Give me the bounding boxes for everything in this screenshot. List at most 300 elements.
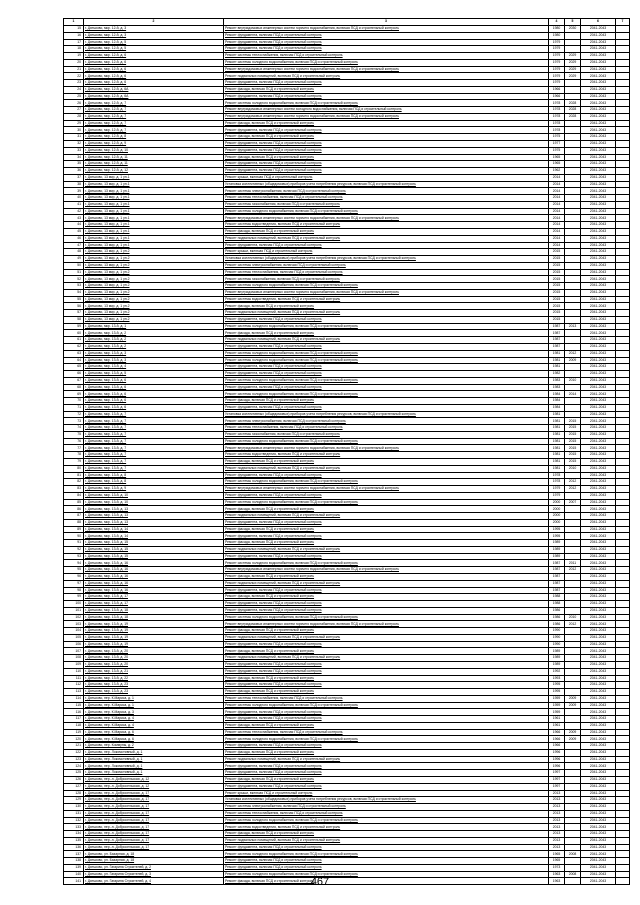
work-type-cell: Ремонт системы холодного водоснабжения, включая ПСД и строительный контроль	[224, 614, 549, 621]
extra-cell	[616, 276, 630, 283]
table-row	[64, 634, 630, 641]
last-repair-year-cell	[565, 513, 581, 520]
table-row	[64, 222, 630, 229]
address-cell: г. Дятьково, мкр. 12-й, д. 6А	[84, 86, 224, 93]
work-type-cell: Ремонт системы газоснабжения, включая ПСД и строительный контроль	[224, 431, 549, 438]
row-number-cell: 31	[64, 134, 84, 141]
last-repair-year-cell: 2029	[565, 53, 581, 60]
header-col-6: 6	[581, 19, 616, 26]
year-built-cell: 1978	[549, 107, 565, 114]
extra-cell	[616, 107, 630, 114]
year-built-cell: 2014	[549, 201, 565, 208]
row-number-cell: 88	[64, 519, 84, 526]
planned-period-cell: 2041-2043	[581, 722, 616, 729]
extra-cell	[616, 411, 630, 418]
row-number-cell: 111	[64, 675, 84, 682]
work-type-cell: Ремонт системы электроснабжения, включая ПСД и строительный контроль	[224, 262, 549, 269]
row-number-cell: 126	[64, 776, 84, 783]
last-repair-year-cell	[565, 276, 581, 283]
row-number-cell: 45	[64, 228, 84, 235]
extra-cell	[616, 797, 630, 804]
row-number-cell: 62	[64, 343, 84, 350]
year-built-cell: 1978	[549, 100, 565, 107]
last-repair-year-cell	[565, 228, 581, 235]
year-built-cell: 1983	[549, 384, 565, 391]
year-built-cell: 1966	[549, 743, 565, 750]
row-number-cell: 135	[64, 837, 84, 844]
year-built-cell: 1988	[549, 594, 565, 601]
planned-period-cell: 2041-2043	[581, 26, 616, 33]
extra-cell	[616, 53, 630, 60]
row-number-cell: 28	[64, 113, 84, 120]
row-number-cell: 64	[64, 357, 84, 364]
table-row	[64, 66, 630, 73]
year-built-cell: 1959	[549, 695, 565, 702]
address-cell: г. Дятьково, 13 мкр, д. 1 ун.2	[84, 289, 224, 296]
last-repair-year-cell: 2012	[565, 567, 581, 574]
row-number-cell: 98	[64, 587, 84, 594]
extra-cell	[616, 831, 630, 838]
year-built-cell: 1978	[549, 113, 565, 120]
year-built-cell: 2013	[549, 831, 565, 838]
year-built-cell: 2013	[549, 824, 565, 831]
year-built-cell: 1987	[549, 343, 565, 350]
address-cell: г. Дятьково, мкр. 13-й, д. 19	[84, 628, 224, 635]
year-built-cell: 1961	[549, 716, 565, 723]
table-row	[64, 80, 630, 87]
planned-period-cell: 2041-2043	[581, 628, 616, 635]
year-built-cell: 1966	[549, 93, 565, 100]
address-cell: г. Дятьково, мкр. 13-й, д. 22	[84, 675, 224, 682]
planned-period-cell: 2041-2043	[581, 763, 616, 770]
year-built-cell: 1981	[549, 452, 565, 459]
planned-period-cell: 2041-2043	[581, 168, 616, 175]
last-repair-year-cell	[565, 709, 581, 716]
address-cell: г. Дятьково, мкр. 12-й, д. 10	[84, 147, 224, 154]
year-built-cell: 1987	[549, 330, 565, 337]
table-row	[64, 364, 630, 371]
row-number-cell: 112	[64, 682, 84, 689]
last-repair-year-cell	[565, 648, 581, 655]
row-number-cell: 71	[64, 404, 84, 411]
address-cell: г. Дятьково, пер.-п. Добросельская, д. 17	[84, 797, 224, 804]
work-type-cell: Ремонт внутридомовых инженерных систем горячего водоснабжения, включая ПСД и строительный контроль	[224, 621, 549, 628]
address-cell: г. Дятьково, мкр. 13-й, д. 18	[84, 607, 224, 614]
work-type-cell: Ремонт внутридомовых инженерных систем горячего водоснабжения, включая ПСД и строительный контроль	[224, 66, 549, 73]
work-type-cell: Ремонт системы теплоснабжения, включая ПСД и строительный контроль	[224, 425, 549, 432]
year-built-cell: 2000	[549, 519, 565, 526]
work-type-cell: Ремонт подвальных помещений, включая ПСД и строительный контроль	[224, 337, 549, 344]
work-type-cell: Ремонт внутридомовых инженерных систем горячего водоснабжения, включая ПСД и строительный контроль	[224, 289, 549, 296]
extra-cell	[616, 817, 630, 824]
table-row	[64, 154, 630, 161]
planned-period-cell: 2041-2043	[581, 817, 616, 824]
planned-period-cell: 2041-2043	[581, 445, 616, 452]
table-row	[64, 594, 630, 601]
address-cell: г. Дятьково, мкр. 13-й, д. 8	[84, 479, 224, 486]
extra-cell	[616, 32, 630, 39]
planned-period-cell: 2041-2043	[581, 249, 616, 256]
last-repair-year-cell	[565, 540, 581, 547]
row-number-cell: 130	[64, 804, 84, 811]
table-row	[64, 208, 630, 215]
last-repair-year-cell	[565, 641, 581, 648]
year-built-cell: 1965	[549, 858, 565, 865]
table-row	[64, 689, 630, 696]
planned-period-cell: 2041-2043	[581, 141, 616, 148]
address-cell: г. Дятьково, пер.-п. Добросельская, д. 17	[84, 831, 224, 838]
address-cell: г. Дятьково, мкр. 12-й, д. 6	[84, 73, 224, 80]
last-repair-year-cell	[565, 168, 581, 175]
extra-cell	[616, 113, 630, 120]
extra-cell	[616, 743, 630, 750]
work-type-cell: Ремонт системы холодного водоснабжения, включая ПСД и строительный контроль	[224, 851, 549, 858]
address-cell: г. Дятьково, пер. Локомотивный, д. 1	[84, 763, 224, 770]
table-row	[64, 141, 630, 148]
planned-period-cell: 2041-2043	[581, 668, 616, 675]
planned-period-cell: 2041-2043	[581, 113, 616, 120]
address-cell: г. Дятьково, мкр. 13-й, д. 7	[84, 438, 224, 445]
work-type-cell: Ремонт фундамента, включая ПСД и строительный контроль	[224, 783, 549, 790]
address-cell: г. Дятьково, мкр. 12-й, д. 7	[84, 107, 224, 114]
address-cell: г. Дятьково, 13 мкр, д. 1 ун.1	[84, 235, 224, 242]
year-built-cell: 1984	[549, 398, 565, 405]
address-cell: г. Дятьково, мкр. 13-й, д. 14	[84, 533, 224, 540]
extra-cell	[616, 702, 630, 709]
last-repair-year-cell: 2013	[565, 323, 581, 330]
table-row	[64, 201, 630, 208]
address-cell: г. Дятьково, 13 мкр, д. 1 ун.1	[84, 215, 224, 222]
year-built-cell: 1989	[549, 648, 565, 655]
table-row	[64, 174, 630, 181]
work-type-cell: Ремонт фундамента, включая ПСД и строительный контроль	[224, 371, 549, 378]
work-type-cell: Установка коллективных (общедомовых) приборов учета потребления ресурсов, включая ПСД и строительный контроль	[224, 411, 549, 418]
table-row	[64, 242, 630, 249]
work-type-cell: Ремонт фундамента, включая ПСД и строительный контроль	[224, 46, 549, 53]
year-built-cell: 1979	[549, 492, 565, 499]
planned-period-cell: 2041-2043	[581, 46, 616, 53]
row-number-cell: 91	[64, 540, 84, 547]
row-number-cell: 133	[64, 824, 84, 831]
extra-cell	[616, 371, 630, 378]
table-row	[64, 533, 630, 540]
year-built-cell: 2013	[549, 790, 565, 797]
row-number-cell: 69	[64, 391, 84, 398]
planned-period-cell: 2041-2043	[581, 53, 616, 60]
table-row	[64, 492, 630, 499]
extra-cell	[616, 655, 630, 662]
planned-period-cell: 2041-2043	[581, 783, 616, 790]
table-row	[64, 418, 630, 425]
extra-cell	[616, 215, 630, 222]
table-row	[64, 262, 630, 269]
address-cell: г. Дятьково, мкр. 13-й, д. 3	[84, 350, 224, 357]
extra-cell	[616, 80, 630, 87]
address-cell: г. Дятьково, 13 мкр, д. 1 ун.2	[84, 269, 224, 276]
work-type-cell: Ремонт подвальных помещений, включая ПСД и строительный контроль	[224, 756, 549, 763]
year-built-cell: 1977	[549, 141, 565, 148]
year-built-cell: 1987	[549, 337, 565, 344]
address-cell: г. Дятьково, мкр. 13-й, д. 19	[84, 641, 224, 648]
year-built-cell: 2013	[549, 844, 565, 851]
work-type-cell: Ремонт системы газоснабжения, включая ПСД и строительный контроль	[224, 201, 549, 208]
work-type-cell: Ремонт фасада, включая ПСД и строительный контроль	[224, 574, 549, 581]
extra-cell	[616, 513, 630, 520]
planned-period-cell: 2041-2043	[581, 790, 616, 797]
extra-cell	[616, 864, 630, 871]
planned-period-cell: 2041-2043	[581, 235, 616, 242]
year-built-cell: 2015	[549, 316, 565, 323]
planned-period-cell: 2041-2043	[581, 871, 616, 878]
address-cell: г. Дятьково, мкр. 13-й, д. 17	[84, 601, 224, 608]
work-type-cell: Ремонт системы электроснабжения, включая ПСД и строительный контроль	[224, 418, 549, 425]
year-built-cell: 1996	[549, 763, 565, 770]
last-repair-year-cell: 2009	[565, 702, 581, 709]
planned-period-cell: 2041-2043	[581, 607, 616, 614]
table-row	[64, 215, 630, 222]
row-number-cell: 93	[64, 553, 84, 560]
planned-period-cell: 2041-2043	[581, 256, 616, 263]
work-type-cell: Ремонт системы холодного водоснабжения, включая ПСД и строительный контроль	[224, 702, 549, 709]
table-row	[64, 168, 630, 175]
last-repair-year-cell: 2028	[565, 107, 581, 114]
last-repair-year-cell: 2015	[565, 452, 581, 459]
extra-cell	[616, 208, 630, 215]
table-row	[64, 459, 630, 466]
extra-cell	[616, 141, 630, 148]
address-cell: г. Дятьково, мкр. 13-й, д. 17	[84, 594, 224, 601]
year-built-cell: 2015	[549, 303, 565, 310]
year-built-cell: 1981	[549, 445, 565, 452]
planned-period-cell: 2041-2043	[581, 66, 616, 73]
row-number-cell: 97	[64, 580, 84, 587]
row-number-cell: 92	[64, 546, 84, 553]
row-number-cell: 23	[64, 80, 84, 87]
planned-period-cell: 2041-2043	[581, 472, 616, 479]
row-number-cell: 86	[64, 506, 84, 513]
address-cell: г. Дятьково, мкр. 13-й, д. 2	[84, 337, 224, 344]
table-row	[64, 398, 630, 405]
last-repair-year-cell: 2009	[565, 695, 581, 702]
row-number-cell: 125	[64, 770, 84, 777]
last-repair-year-cell	[565, 689, 581, 696]
planned-period-cell: 2041-2043	[581, 371, 616, 378]
row-number-cell: 30	[64, 127, 84, 134]
extra-cell	[616, 26, 630, 33]
year-built-cell: 1978	[549, 127, 565, 134]
table-row	[64, 46, 630, 53]
extra-cell	[616, 418, 630, 425]
extra-cell	[616, 127, 630, 134]
row-number-cell: 109	[64, 661, 84, 668]
address-cell: г. Дятьково, мкр. 12-й, д. 6	[84, 66, 224, 73]
address-cell: г. Дятьково, мкр. 13-й, д. 1	[84, 323, 224, 330]
extra-cell	[616, 73, 630, 80]
table-row	[64, 776, 630, 783]
row-number-cell: 101	[64, 607, 84, 614]
table-row	[64, 560, 630, 567]
row-number-cell: 73	[64, 418, 84, 425]
work-type-cell: Ремонт фасада, включая ПСД и строительный контроль	[224, 303, 549, 310]
planned-period-cell: 2041-2043	[581, 824, 616, 831]
work-type-cell: Ремонт крыши, включая ПСД и строительный контроль	[224, 790, 549, 797]
planned-period-cell: 2041-2043	[581, 486, 616, 493]
row-number-cell: 16	[64, 32, 84, 39]
year-built-cell: 1979	[549, 39, 565, 46]
last-repair-year-cell	[565, 310, 581, 317]
planned-period-cell: 2041-2043	[581, 201, 616, 208]
row-number-cell: 118	[64, 722, 84, 729]
work-type-cell: Ремонт фундамента, включая ПСД и строительный контроль	[224, 682, 549, 689]
work-type-cell: Ремонт внутридомовых инженерных систем горячего водоснабжения, включая ПСД и строительный контроль	[224, 486, 549, 493]
work-type-cell: Ремонт фундамента, включая ПСД и строительный контроль	[224, 472, 549, 479]
extra-cell	[616, 776, 630, 783]
last-repair-year-cell	[565, 864, 581, 871]
year-built-cell: 1995	[549, 682, 565, 689]
address-cell: г. Дятьково, 13 мкр, д. 1 ун.2	[84, 256, 224, 263]
table-row	[64, 486, 630, 493]
planned-period-cell: 2041-2043	[581, 418, 616, 425]
last-repair-year-cell	[565, 262, 581, 269]
work-type-cell: Ремонт подвальных помещений, включая ПСД и строительный контроль	[224, 546, 549, 553]
planned-period-cell: 2041-2043	[581, 73, 616, 80]
planned-period-cell: 2041-2043	[581, 120, 616, 127]
table-row	[64, 628, 630, 635]
row-number-cell: 42	[64, 208, 84, 215]
planned-period-cell: 2041-2043	[581, 743, 616, 750]
table-row	[64, 472, 630, 479]
work-type-cell: Ремонт системы теплоснабжения, включая ПСД и строительный контроль	[224, 729, 549, 736]
year-built-cell: 1979	[549, 59, 565, 66]
year-built-cell: 1997	[549, 776, 565, 783]
table-row	[64, 736, 630, 743]
work-type-cell: Установка коллективных (общедомовых) приборов учета потребления ресурсов, включая ПСД и строительный контроль	[224, 797, 549, 804]
work-type-cell: Ремонт системы холодного водоснабжения, включая ПСД и строительный контроль	[224, 560, 549, 567]
extra-cell	[616, 425, 630, 432]
extra-cell	[616, 350, 630, 357]
work-type-cell: Ремонт системы холодного водоснабжения, включая ПСД и строительный контроль	[224, 323, 549, 330]
planned-period-cell: 2041-2043	[581, 574, 616, 581]
year-built-cell: 1979	[549, 46, 565, 53]
address-cell: г. Дятьково, мкр. 13-й, д. 15	[84, 540, 224, 547]
extra-cell	[616, 614, 630, 621]
address-cell: г. Дятьково, пер.-п. Добросельская, д. 17	[84, 790, 224, 797]
work-type-cell: Ремонт фундамента, включая ПСД и строительный контроль	[224, 168, 549, 175]
work-type-cell: Ремонт фасада, включая ПСД и строительный контроль	[224, 134, 549, 141]
extra-cell	[616, 770, 630, 777]
extra-cell	[616, 66, 630, 73]
planned-period-cell: 2041-2043	[581, 310, 616, 317]
year-built-cell: 1995	[549, 533, 565, 540]
planned-period-cell: 2041-2043	[581, 465, 616, 472]
planned-period-cell: 2041-2043	[581, 641, 616, 648]
address-cell: г. Дятьково, мкр. 13-й, д. 2	[84, 343, 224, 350]
extra-cell	[616, 303, 630, 310]
row-number-cell: 103	[64, 621, 84, 628]
table-row	[64, 607, 630, 614]
row-number-cell: 44	[64, 222, 84, 229]
work-type-cell: Ремонт подвальных помещений, включая ПСД и строительный контроль	[224, 634, 549, 641]
last-repair-year-cell	[565, 797, 581, 804]
year-built-cell: 1995	[549, 689, 565, 696]
last-repair-year-cell	[565, 716, 581, 723]
last-repair-year-cell	[565, 303, 581, 310]
planned-period-cell: 2041-2043	[581, 100, 616, 107]
extra-cell	[616, 858, 630, 865]
work-type-cell: Ремонт фундамента, включая ПСД и строительный контроль	[224, 864, 549, 871]
extra-cell	[616, 316, 630, 323]
planned-period-cell: 2041-2043	[581, 695, 616, 702]
table-row	[64, 756, 630, 763]
work-type-cell: Ремонт системы теплоснабжения, включая ПСД и строительный контроль	[224, 53, 549, 60]
row-number-cell: 40	[64, 195, 84, 202]
work-type-cell: Ремонт фундамента, включая ПСД и строительный контроль	[224, 141, 549, 148]
row-number-cell: 43	[64, 215, 84, 222]
year-built-cell: 1979	[549, 66, 565, 73]
address-cell: г. Дятьково, мкр. 13-й, д. 14	[84, 526, 224, 533]
year-built-cell: 1979	[549, 73, 565, 80]
extra-cell	[616, 601, 630, 608]
planned-period-cell: 2041-2043	[581, 161, 616, 168]
extra-cell	[616, 337, 630, 344]
extra-cell	[616, 330, 630, 337]
work-type-cell: Ремонт системы водоотведения, включая ПСД и строительный контроль	[224, 222, 549, 229]
extra-cell	[616, 283, 630, 290]
last-repair-year-cell	[565, 749, 581, 756]
address-cell: г. Дятьково, пер.-п. Добросельская, д. 12	[84, 783, 224, 790]
table-row	[64, 228, 630, 235]
address-cell: г. Дятьково, пер.-п. Добросельская, д. 17	[84, 837, 224, 844]
year-built-cell: 2013	[549, 837, 565, 844]
table-row	[64, 668, 630, 675]
planned-period-cell: 2041-2043	[581, 398, 616, 405]
last-repair-year-cell	[565, 668, 581, 675]
row-number-cell: 49	[64, 256, 84, 263]
year-built-cell: 2014	[549, 242, 565, 249]
extra-cell	[616, 594, 630, 601]
planned-period-cell: 2041-2043	[581, 289, 616, 296]
address-cell: г. Дятьково, мкр. 13-й, д. 7	[84, 452, 224, 459]
year-built-cell: 1983	[549, 377, 565, 384]
address-cell: г. Дятьково, мкр. 13-й, д. 7	[84, 411, 224, 418]
last-repair-year-cell: 2015	[565, 418, 581, 425]
work-type-cell: Ремонт фасада, включая ПСД и строительный контроль	[224, 540, 549, 547]
last-repair-year-cell	[565, 174, 581, 181]
year-built-cell: 1975	[549, 147, 565, 154]
last-repair-year-cell	[565, 661, 581, 668]
last-repair-year-cell	[565, 790, 581, 797]
table-row	[64, 587, 630, 594]
row-number-cell: 48	[64, 249, 84, 256]
work-type-cell: Ремонт фундамента, включая ПСД и строительный контроль	[224, 661, 549, 668]
work-type-cell: Ремонт подвальных помещений, включая ПСД и строительный контроль	[224, 580, 549, 587]
work-type-cell: Установка коллективных (общедомовых) приборов учета потребления ресурсов, включая ПСД и строительный контроль	[224, 256, 549, 263]
table-row	[64, 134, 630, 141]
row-number-cell: 25	[64, 93, 84, 100]
planned-period-cell: 2041-2043	[581, 269, 616, 276]
last-repair-year-cell	[565, 256, 581, 263]
row-number-cell: 110	[64, 668, 84, 675]
address-cell: г. Дятьково, мкр. 13-й, д. 7	[84, 431, 224, 438]
row-number-cell: 134	[64, 831, 84, 838]
address-cell: г. Дятьково, пер. К.Маркса, д. 4	[84, 722, 224, 729]
last-repair-year-cell: 2009	[565, 729, 581, 736]
table-header-row	[64, 19, 630, 26]
year-built-cell: 1986	[549, 607, 565, 614]
work-type-cell: Ремонт системы холодного водоснабжения, включая ПСД и строительный контроль	[224, 350, 549, 357]
planned-period-cell: 2041-2043	[581, 553, 616, 560]
year-built-cell: 2015	[549, 256, 565, 263]
